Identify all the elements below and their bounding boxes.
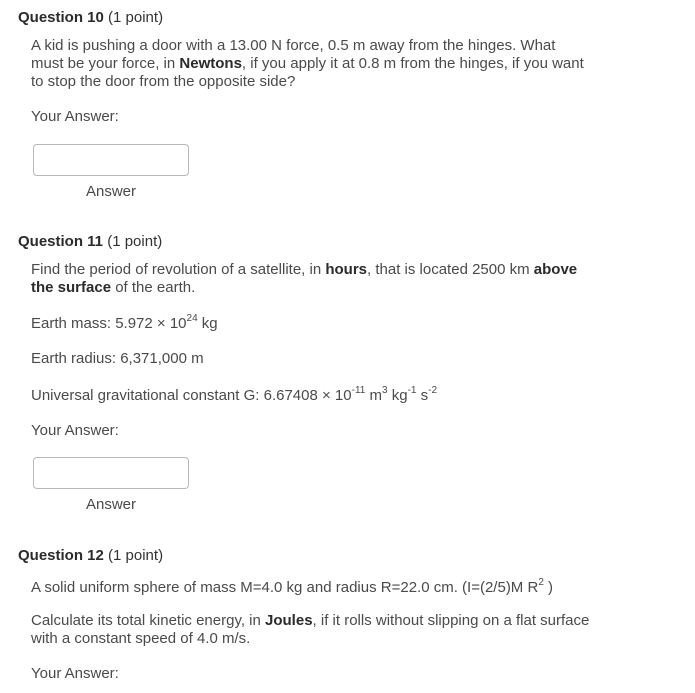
question-12-text-2: Calculate its total kinetic energy, in Joules, if it rolls without slipping on a flat surface with a constant speed of 4.0 m/s. — [31, 612, 590, 647]
question-11-gravitational-constant: Universal gravitational constant G: $6.67408 \times 10^{-11}$ $m^3$ $kg^{-1}$ $s^{-2}$ — [31, 385, 438, 404]
question-11-answer-input[interactable] — [33, 457, 189, 489]
question-10-answer-input[interactable] — [33, 144, 189, 176]
question-12-text-1: A solid uniform sphere of mass M=4.0 kg and radius R=22.0 cm. (I=(2/5)M $R^2$ ) — [31, 577, 554, 596]
question-11-your-answer: Your Answer: — [31, 422, 119, 439]
question-12-your-answer: Your Answer: — [31, 665, 119, 682]
question-11-answer-label: Answer — [86, 496, 137, 513]
question-11-text: Find the period of revolution of a satellite, in hours, that is located 2500 km above the surface of the earth. — [31, 261, 578, 296]
question-10-answer-label: Answer — [86, 183, 137, 200]
question-10-text: A kid is pushing a door with a 13.00 N force, 0.5 m away from the hinges. What must be your force, in Newtons, if you apply it at 0.8 m from the hinges, if you want to stop the door from the opposite side? — [31, 37, 584, 90]
question-10-title: Question 10 (1 point) — [18, 9, 164, 26]
question-12-title: Question 12 (1 point) — [18, 547, 164, 564]
question-11-earth-radius: Earth radius: 6,371,000 m — [31, 350, 204, 367]
question-10-your-answer: Your Answer: — [31, 108, 119, 125]
question-11-earth-mass: Earth mass: $5.972 \times 10^{24}$ kg — [31, 313, 218, 332]
question-11-title: Question 11 (1 point) — [18, 233, 163, 250]
